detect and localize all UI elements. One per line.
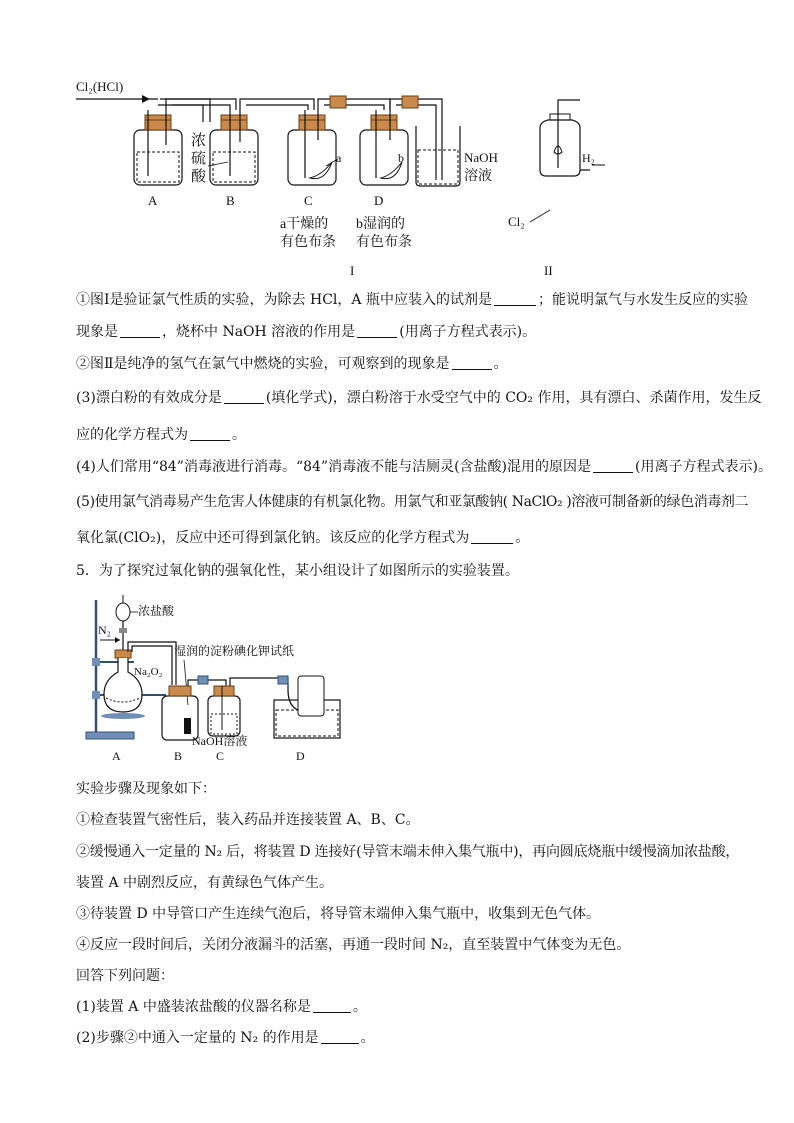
q-line-4 bbox=[76, 388, 762, 408]
conc-sulfuric-label-3: 酸 bbox=[191, 169, 207, 185]
q-line-5a: 应的化学方程式为 bbox=[76, 427, 188, 443]
question-1 bbox=[76, 997, 750, 1017]
q-line-4a: (3)漂白粉的有效成分是 bbox=[76, 390, 222, 406]
round-bottom-flask bbox=[101, 650, 145, 719]
caption-a-2: 有色布条 bbox=[280, 235, 336, 250]
figure-na2o2-apparatus bbox=[76, 590, 376, 770]
label-A: A bbox=[112, 749, 121, 763]
q-line-2a: 现象是 bbox=[76, 324, 118, 340]
naoh-label-2: 溶液 bbox=[464, 169, 492, 184]
q-line-2b: ，烧杯中 NaOH 溶液的作用是 bbox=[162, 324, 356, 340]
answer-intro: 回答下列问题： bbox=[76, 968, 174, 984]
bottle-C bbox=[288, 110, 336, 185]
question-2 bbox=[76, 1028, 750, 1048]
label-bottle-C: C bbox=[304, 193, 313, 208]
question-2a: (2)步骤②中通入一定量的 N₂ 的作用是 bbox=[76, 1030, 319, 1046]
answer-blank bbox=[357, 323, 397, 338]
figure-II-label: II bbox=[544, 263, 553, 278]
label-b: b bbox=[398, 151, 404, 165]
answer-blank bbox=[494, 291, 536, 306]
bottle-A bbox=[134, 110, 182, 185]
answer-blank bbox=[224, 389, 264, 404]
question-2b: 。 bbox=[360, 1030, 375, 1046]
caption-b-1: b湿润的 bbox=[356, 217, 405, 232]
step-4: ④反应一段时间后，关闭分液漏斗的活塞，再通一段时间 N₂，直至装置中气体变为无色。 bbox=[76, 937, 631, 953]
n2-label: N₂ bbox=[98, 623, 111, 637]
question-1a: (1)装置 A 中盛装浓盐酸的仪器名称是 bbox=[76, 999, 311, 1015]
q-line-1 bbox=[76, 290, 750, 310]
q-line-2 bbox=[76, 322, 750, 342]
beaker-naoh bbox=[416, 126, 460, 186]
q-line-8a: 氧化氯(ClO₂)，反应中还可得到氯化钠。该反应的化学方程式为 bbox=[76, 530, 470, 546]
q-line-3 bbox=[76, 354, 750, 374]
label-bottle-D: D bbox=[374, 193, 384, 208]
q-line-2c: (用离子方程式表示)。 bbox=[399, 324, 537, 340]
bottle-D bbox=[360, 110, 408, 185]
water-trough-D bbox=[274, 676, 340, 738]
q-line-3a: ②图Ⅱ是纯净的氢气在氯气中燃烧的实验，可观察到的现象是 bbox=[76, 356, 450, 372]
question-1b: 。 bbox=[352, 999, 367, 1015]
bottle-B bbox=[162, 686, 198, 740]
q-line-5 bbox=[76, 425, 750, 445]
q-line-1a: ①图Ⅰ是验证氯气性质的实验，为除去 HCl，A 瓶中应装入的试剂是 bbox=[76, 292, 492, 308]
caption-a-1: a干燥的 bbox=[280, 217, 329, 232]
acid-label: 浓盐酸 bbox=[138, 604, 175, 618]
q-line-8b: 。 bbox=[515, 530, 530, 546]
pipe-C-D bbox=[230, 678, 308, 712]
h2-label: H₂ bbox=[582, 151, 595, 165]
q-line-8 bbox=[76, 528, 750, 548]
step-3: ③待装置 D 中导管口产生连续气泡后，将导管末端伸入集气瓶中，收集到无色气体。 bbox=[76, 906, 601, 922]
step-1: ①检查装置气密性后，装入药品并连接装置 A、B、C。 bbox=[76, 812, 420, 828]
conc-sulfuric-label-1: 浓 bbox=[191, 133, 207, 149]
q-line-6 bbox=[76, 457, 772, 477]
q-line-3b: 。 bbox=[493, 356, 508, 372]
figure-I-label: I bbox=[350, 263, 355, 278]
answer-blank bbox=[313, 998, 351, 1013]
answer-blank bbox=[321, 1029, 359, 1044]
q-line-7: (5)使用氯气消毒易产生危害人体健康的有机氯化物。用氯气和亚氯酸钠( NaClO₂ )溶液可制备新的绿色消毒剂二 bbox=[76, 494, 749, 510]
conc-sulfuric-label-2: 硫 bbox=[191, 151, 207, 167]
paper-label: 湿润的淀粉碘化钾试纸 bbox=[174, 644, 295, 658]
label-a: a bbox=[336, 151, 342, 165]
cl2-jar-label: Cl₂ bbox=[508, 214, 525, 229]
bottle-C bbox=[208, 686, 240, 736]
figure-chlorine-apparatus bbox=[60, 70, 760, 285]
inlet-arrowhead bbox=[142, 95, 150, 103]
steps-intro: 实验步骤及现象如下： bbox=[76, 781, 216, 797]
rubber-joint-2 bbox=[402, 96, 418, 108]
q-line-6a: (4)人们常用“84”消毒液进行消毒。“84”消毒液不能与洁厕灵(含盐酸)混用的原因是 bbox=[76, 459, 592, 475]
answer-blank bbox=[190, 426, 230, 441]
caption-b-2: 有色布条 bbox=[356, 235, 412, 250]
label-bottle-A: A bbox=[148, 193, 158, 208]
q-line-1b: ；能说明氯气与水发生反应的实验 bbox=[537, 292, 748, 308]
answer-blank bbox=[593, 458, 633, 473]
bottle-B bbox=[210, 110, 258, 185]
answer-blank bbox=[452, 355, 492, 370]
q-line-4b: (填化学式)，漂白粉溶于水受空气中的 CO₂ 作用，具有漂白、杀菌作用，发生反 bbox=[265, 390, 762, 406]
q5-title: 5．为了探究过氧化钠的强氧化性，某小组设计了如图所示的实验装置。 bbox=[76, 563, 519, 579]
step-2: ②缓慢通入一定量的 N₂ 后，将装置 D 连接好(导管末端未伸入集气瓶中)，再向圆底烧瓶中缓慢滴加浓盐酸， bbox=[76, 844, 740, 860]
answer-blank bbox=[120, 323, 160, 338]
label-C: C bbox=[216, 749, 225, 763]
naoh-label-1: NaOH bbox=[464, 150, 498, 165]
step-2b: 装置 A 中剧烈反应，有黄绿色气体产生。 bbox=[76, 875, 334, 891]
q-line-6b: (用离子方程式表示)。 bbox=[635, 459, 772, 475]
label-B: B bbox=[174, 749, 183, 763]
label-D: D bbox=[296, 749, 305, 763]
na2o2-label: Na₂O₂ bbox=[134, 666, 163, 678]
label-bottle-B: B bbox=[226, 193, 235, 208]
cl2-inlet-label: Cl₂(HCl) bbox=[76, 79, 124, 94]
naoh-label: NaOH溶液 bbox=[192, 734, 248, 748]
rubber-joint-1 bbox=[330, 96, 346, 108]
q-line-7 bbox=[76, 492, 750, 512]
answer-blank bbox=[471, 529, 513, 544]
q-line-5b: 。 bbox=[232, 427, 246, 443]
